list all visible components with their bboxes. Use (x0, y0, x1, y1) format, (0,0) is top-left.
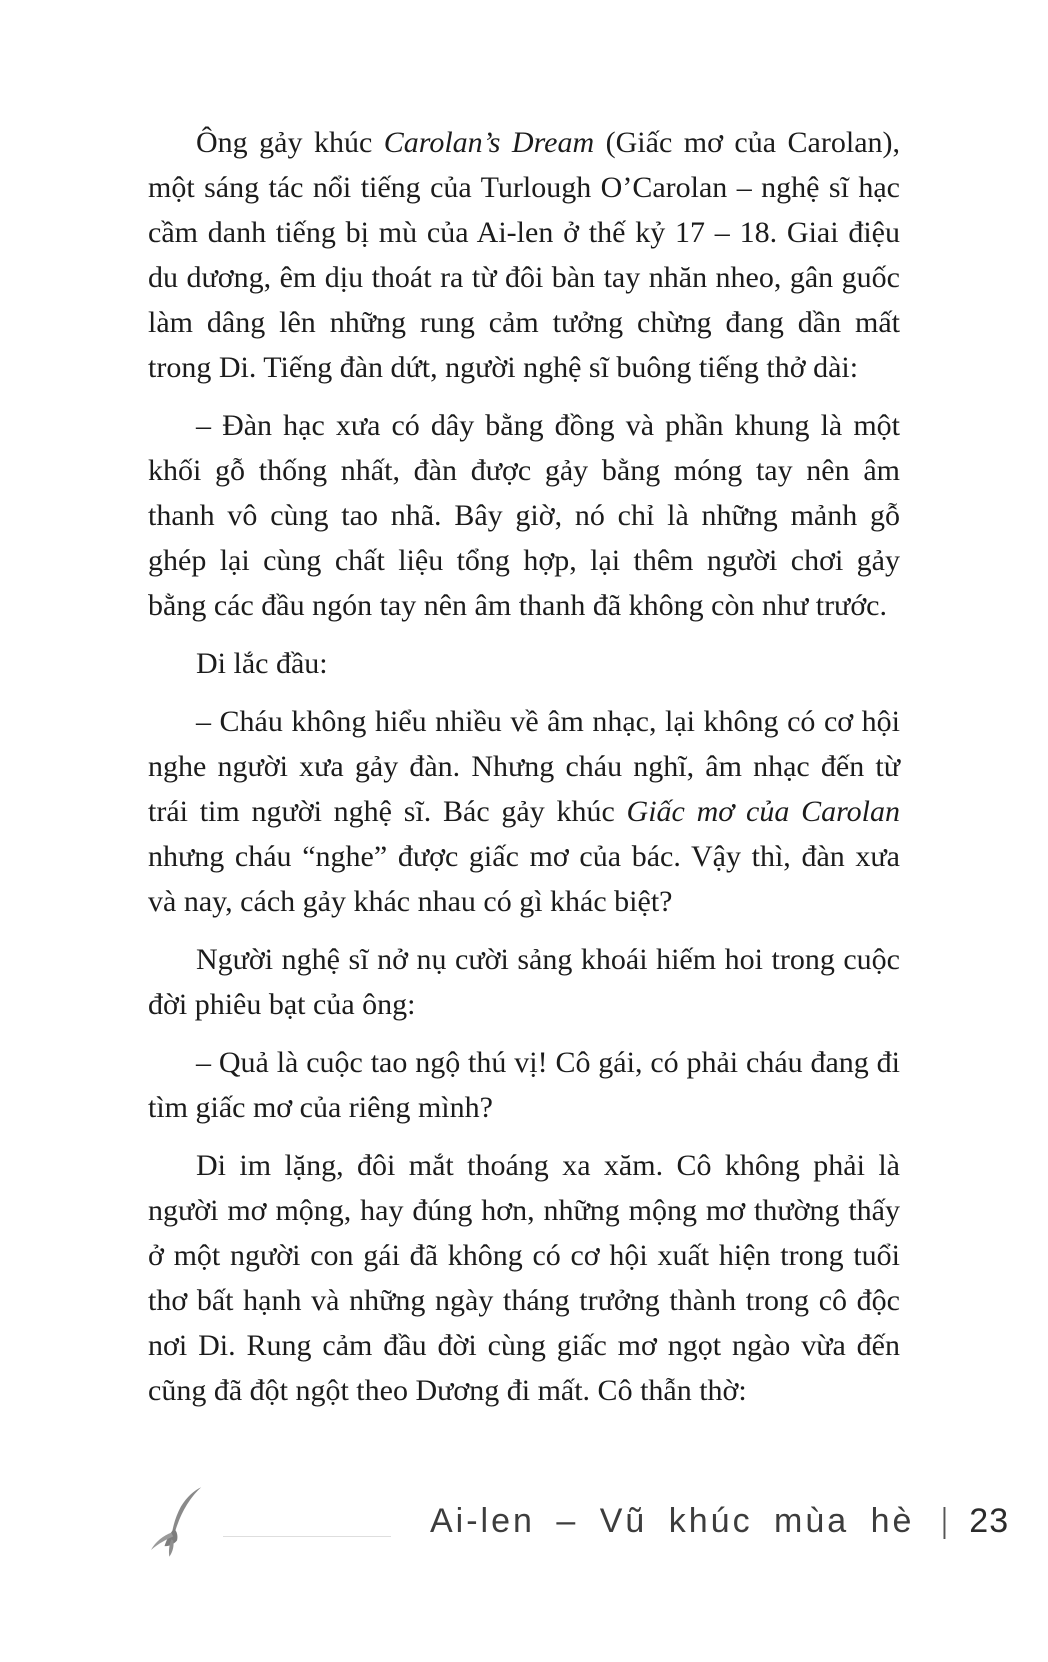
paragraph (148, 120, 900, 390)
paragraph (148, 937, 900, 1027)
paragraph (148, 1040, 900, 1130)
flying-bird-icon (150, 1486, 208, 1558)
text-run: (Giấc mơ của Carolan), một sáng tác nổi tiếng của Turlough O’Carolan – nghệ sĩ hạc cầm danh tiếng bị mù của Ai-len ở thế kỷ 17 – 18. Giai điệu du dương, êm dịu thoát ra từ đôi bàn tay nhăn nheo, gân guốc làm dâng lên những rung cảm tưởng chừng đang dần mất trong Di. Tiếng đàn dứt, người nghệ sĩ buông tiếng thở dài: (148, 126, 900, 384)
running-title: Ai-len – Vũ khúc mùa hè (430, 1502, 915, 1540)
paragraph (148, 641, 900, 686)
page-text (148, 120, 900, 1413)
footer-separator: | (941, 1502, 948, 1540)
text-run: Người nghệ sĩ nở nụ cười sảng khoái hiếm hoi trong cuộc đời phiêu bạt của ông: (148, 943, 900, 1021)
page-number: 23 (969, 1502, 1010, 1540)
page-footer (0, 1480, 1048, 1570)
text-run: Di im lặng, đôi mắt thoáng xa xăm. Cô không phải là người mơ mộng, hay đúng hơn, những mộng mơ thường thấy ở một người con gái đã không có cơ hội xuất hiện trong tuổi thơ bất hạnh và những ngày tháng trưởng thành trong cô độc nơi Di. Rung cảm đầu đời cùng giấc mơ ngọt ngào vừa đến cũng đã đột ngột theo Dương đi mất. Cô thẫn thờ: (148, 1149, 900, 1407)
footer-text (430, 1502, 1009, 1541)
italic-text-run: Giấc mơ của Carolan (626, 795, 900, 828)
text-run: – Đàn hạc xưa có dây bằng đồng và phần khung là một khối gỗ thống nhất, đàn được gảy bằng móng tay nên âm thanh vô cùng tao nhã. Bây giờ, nó chỉ là những mảnh gỗ ghép lại cùng chất liệu tổng hợp, lại thêm người chơi gảy bằng các đầu ngón tay nên âm thanh đã không còn như trước. (148, 409, 900, 622)
paragraph (148, 699, 900, 924)
text-run: – Cháu không hiểu nhiều về âm nhạc, lại không có cơ hội nghe người xưa gảy đàn. Nhưng cháu nghĩ, âm nhạc đến từ trái tim người nghệ sĩ. Bác gảy khúc (148, 705, 900, 828)
paragraph (148, 1143, 900, 1413)
text-run: – Quả là cuộc tao ngộ thú vị! Cô gái, có phải cháu đang đi tìm giấc mơ của riêng mình? (148, 1046, 900, 1124)
text-run: Ông gảy khúc (196, 126, 384, 159)
paragraph (148, 403, 900, 628)
text-run: nhưng cháu “nghe” được giấc mơ của bác. Vậy thì, đàn xưa và nay, cách gảy khác nhau có gì khác biệt? (148, 840, 900, 918)
text-run: Di lắc đầu: (196, 647, 328, 680)
italic-text-run: Carolan’s Dream (383, 126, 595, 159)
footer-rule (223, 1536, 391, 1537)
